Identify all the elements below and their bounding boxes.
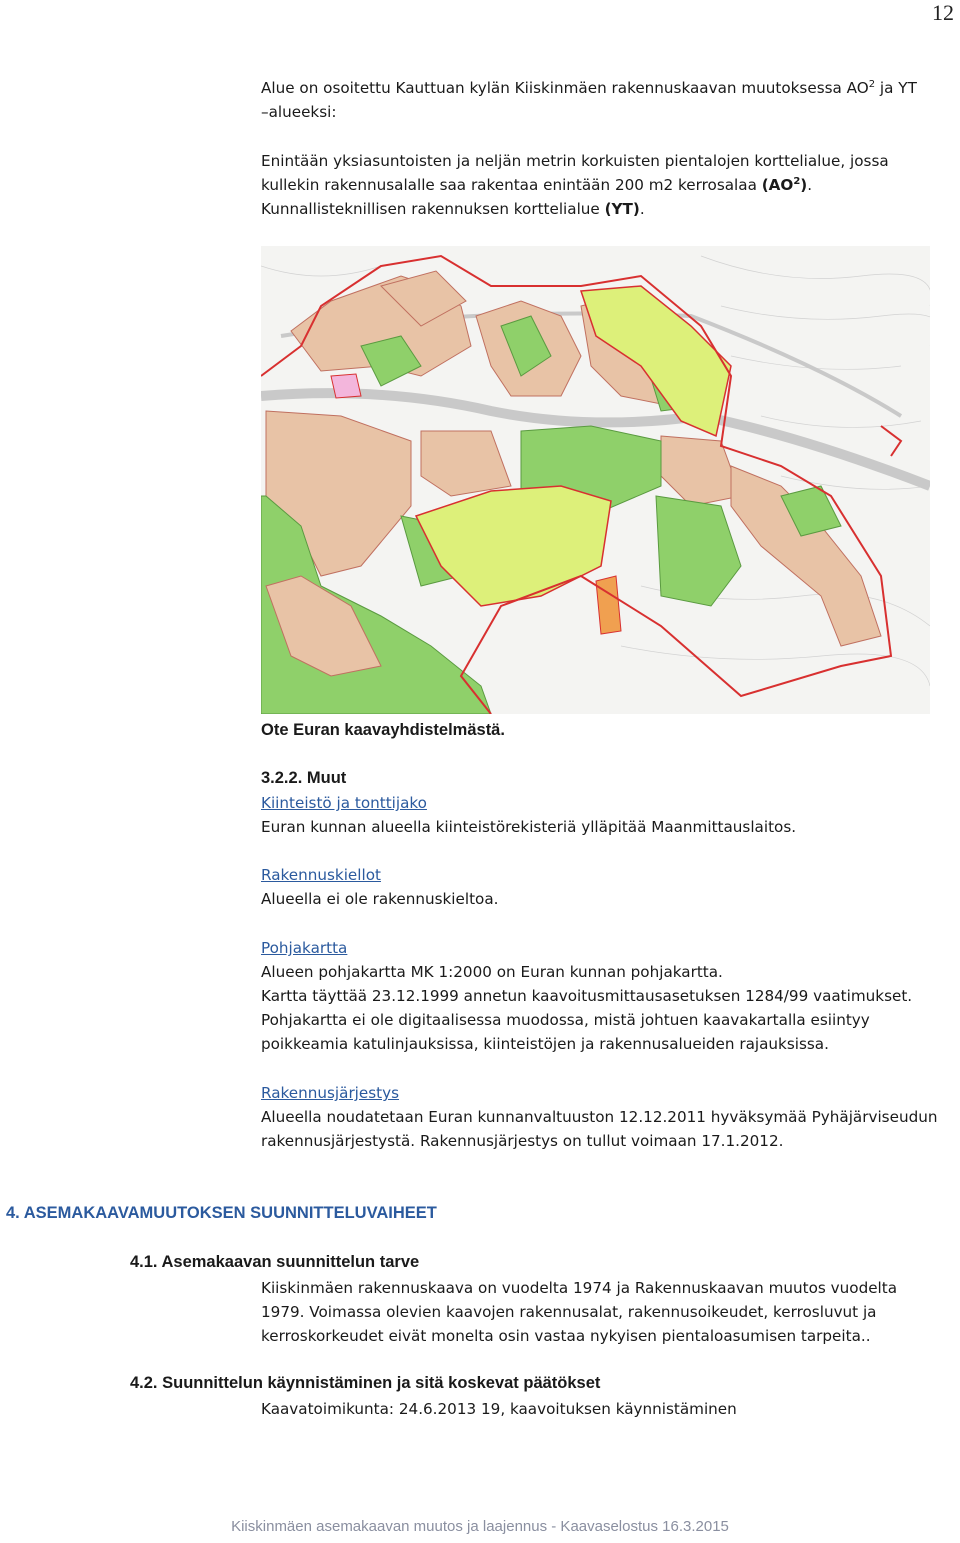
description-text3: .: [639, 200, 645, 218]
text-pohjakartta-2: Kartta täyttää 23.12.1999 annetun kaavoitusmittausasetuksen 1284/99 vaatimukset.: [261, 987, 913, 1005]
text-rakennuskiellot: Alueella ei ole rakennuskieltoa.: [261, 890, 499, 908]
map-caption: Ote Euran kaavayhdistelmästä.: [261, 721, 505, 739]
subheading-kiinteisto: Kiinteistö ja tonttijako: [261, 794, 427, 812]
zone-description: [261, 149, 941, 221]
intro-text: Alue on osoitettu Kauttuan kylän Kiiskinmäen rakennuskaavan muutoksessa AO: [261, 79, 869, 97]
text-pohjakartta-1: Alueen pohjakartta MK 1:2000 on Euran kunnan pohjakartta.: [261, 963, 723, 981]
intro-superscript: 2: [868, 78, 876, 90]
ao-close: ): [800, 176, 808, 194]
section-4-heading: 4. ASEMAKAAVAMUUTOKSEN SUUNNITTELUVAIHEET: [6, 1204, 437, 1222]
section-3-2-2-heading: 3.2.2. Muut: [261, 769, 347, 787]
ao-code: (AO: [761, 176, 794, 194]
section-4-2-heading: 4.2. Suunnittelun käynnistäminen ja sitä koskevat päätökset: [130, 1374, 601, 1392]
subheading-pohjakartta: Pohjakartta: [261, 939, 348, 957]
pink-plot: [331, 374, 361, 398]
section-4-1-heading: 4.1. Asemakaavan suunnittelun tarve: [130, 1253, 420, 1271]
zoning-map: [261, 246, 930, 714]
yt-code: (YT): [604, 200, 640, 218]
intro-text-end: ja YT: [875, 79, 917, 97]
subheading-rakennusjarjestys: Rakennusjärjestys: [261, 1084, 400, 1102]
intro-paragraph: [261, 76, 941, 124]
ao-superscript: 2: [793, 175, 801, 187]
text-pohjakartta-3: Pohjakartta ei ole digitaalisessa muodossa, mistä johtuen kaavakartalla esiintyy poikkeamia katulinjauksissa, kiinteistöjen ja rakennusalueiden rajauksissa.: [261, 1011, 870, 1053]
text-rakennusjarjestys: Alueella noudatetaan Euran kunnanvaltuuston 12.12.2011 hyväksymää Pyhäjärviseudun rakennusjärjestystä. Rakennusjärjestys on tullut voimaan 17.1.2012.: [261, 1108, 938, 1150]
text-kiinteisto: Euran kunnan alueella kiinteistörekisteriä ylläpitää Maanmittauslaitos.: [261, 818, 797, 836]
page-number: 12: [932, 0, 954, 25]
description-text2: . Kunnallisteknillisen rakennuksen korttelialue: [261, 176, 813, 218]
section-4-2-text: Kaavatoimikunta: 24.6.2013 19, kaavoituksen käynnistäminen: [261, 1400, 737, 1418]
section-4-1-text: Kiiskinmäen rakennuskaava on vuodelta 1974 ja Rakennuskaavan muutos vuodelta 1979. Voimassa olevien kaavojen rakennusalat, rakennusoikeudet, kerrosluvut ja kerroskorkeudet eivät monelta osin vastaa nykyisen pientaloasumisen tarpeita..: [261, 1279, 898, 1345]
description-text1: Enintään yksiasuntoisten ja neljän metrin korkuisten pientalojen korttelialue, jossa kullekin rakennusalalle saa rakentaa enintään 200 m2 kerrosalaa: [261, 152, 889, 194]
subheading-rakennuskiellot: Rakennuskiellot: [261, 866, 381, 884]
orange-plot: [596, 576, 621, 634]
intro-line2: –alueeksi:: [261, 103, 337, 121]
page-footer: Kiiskinmäen asemakaavan muutos ja laajennus - Kaavaselostus 16.3.2015: [231, 1518, 729, 1535]
